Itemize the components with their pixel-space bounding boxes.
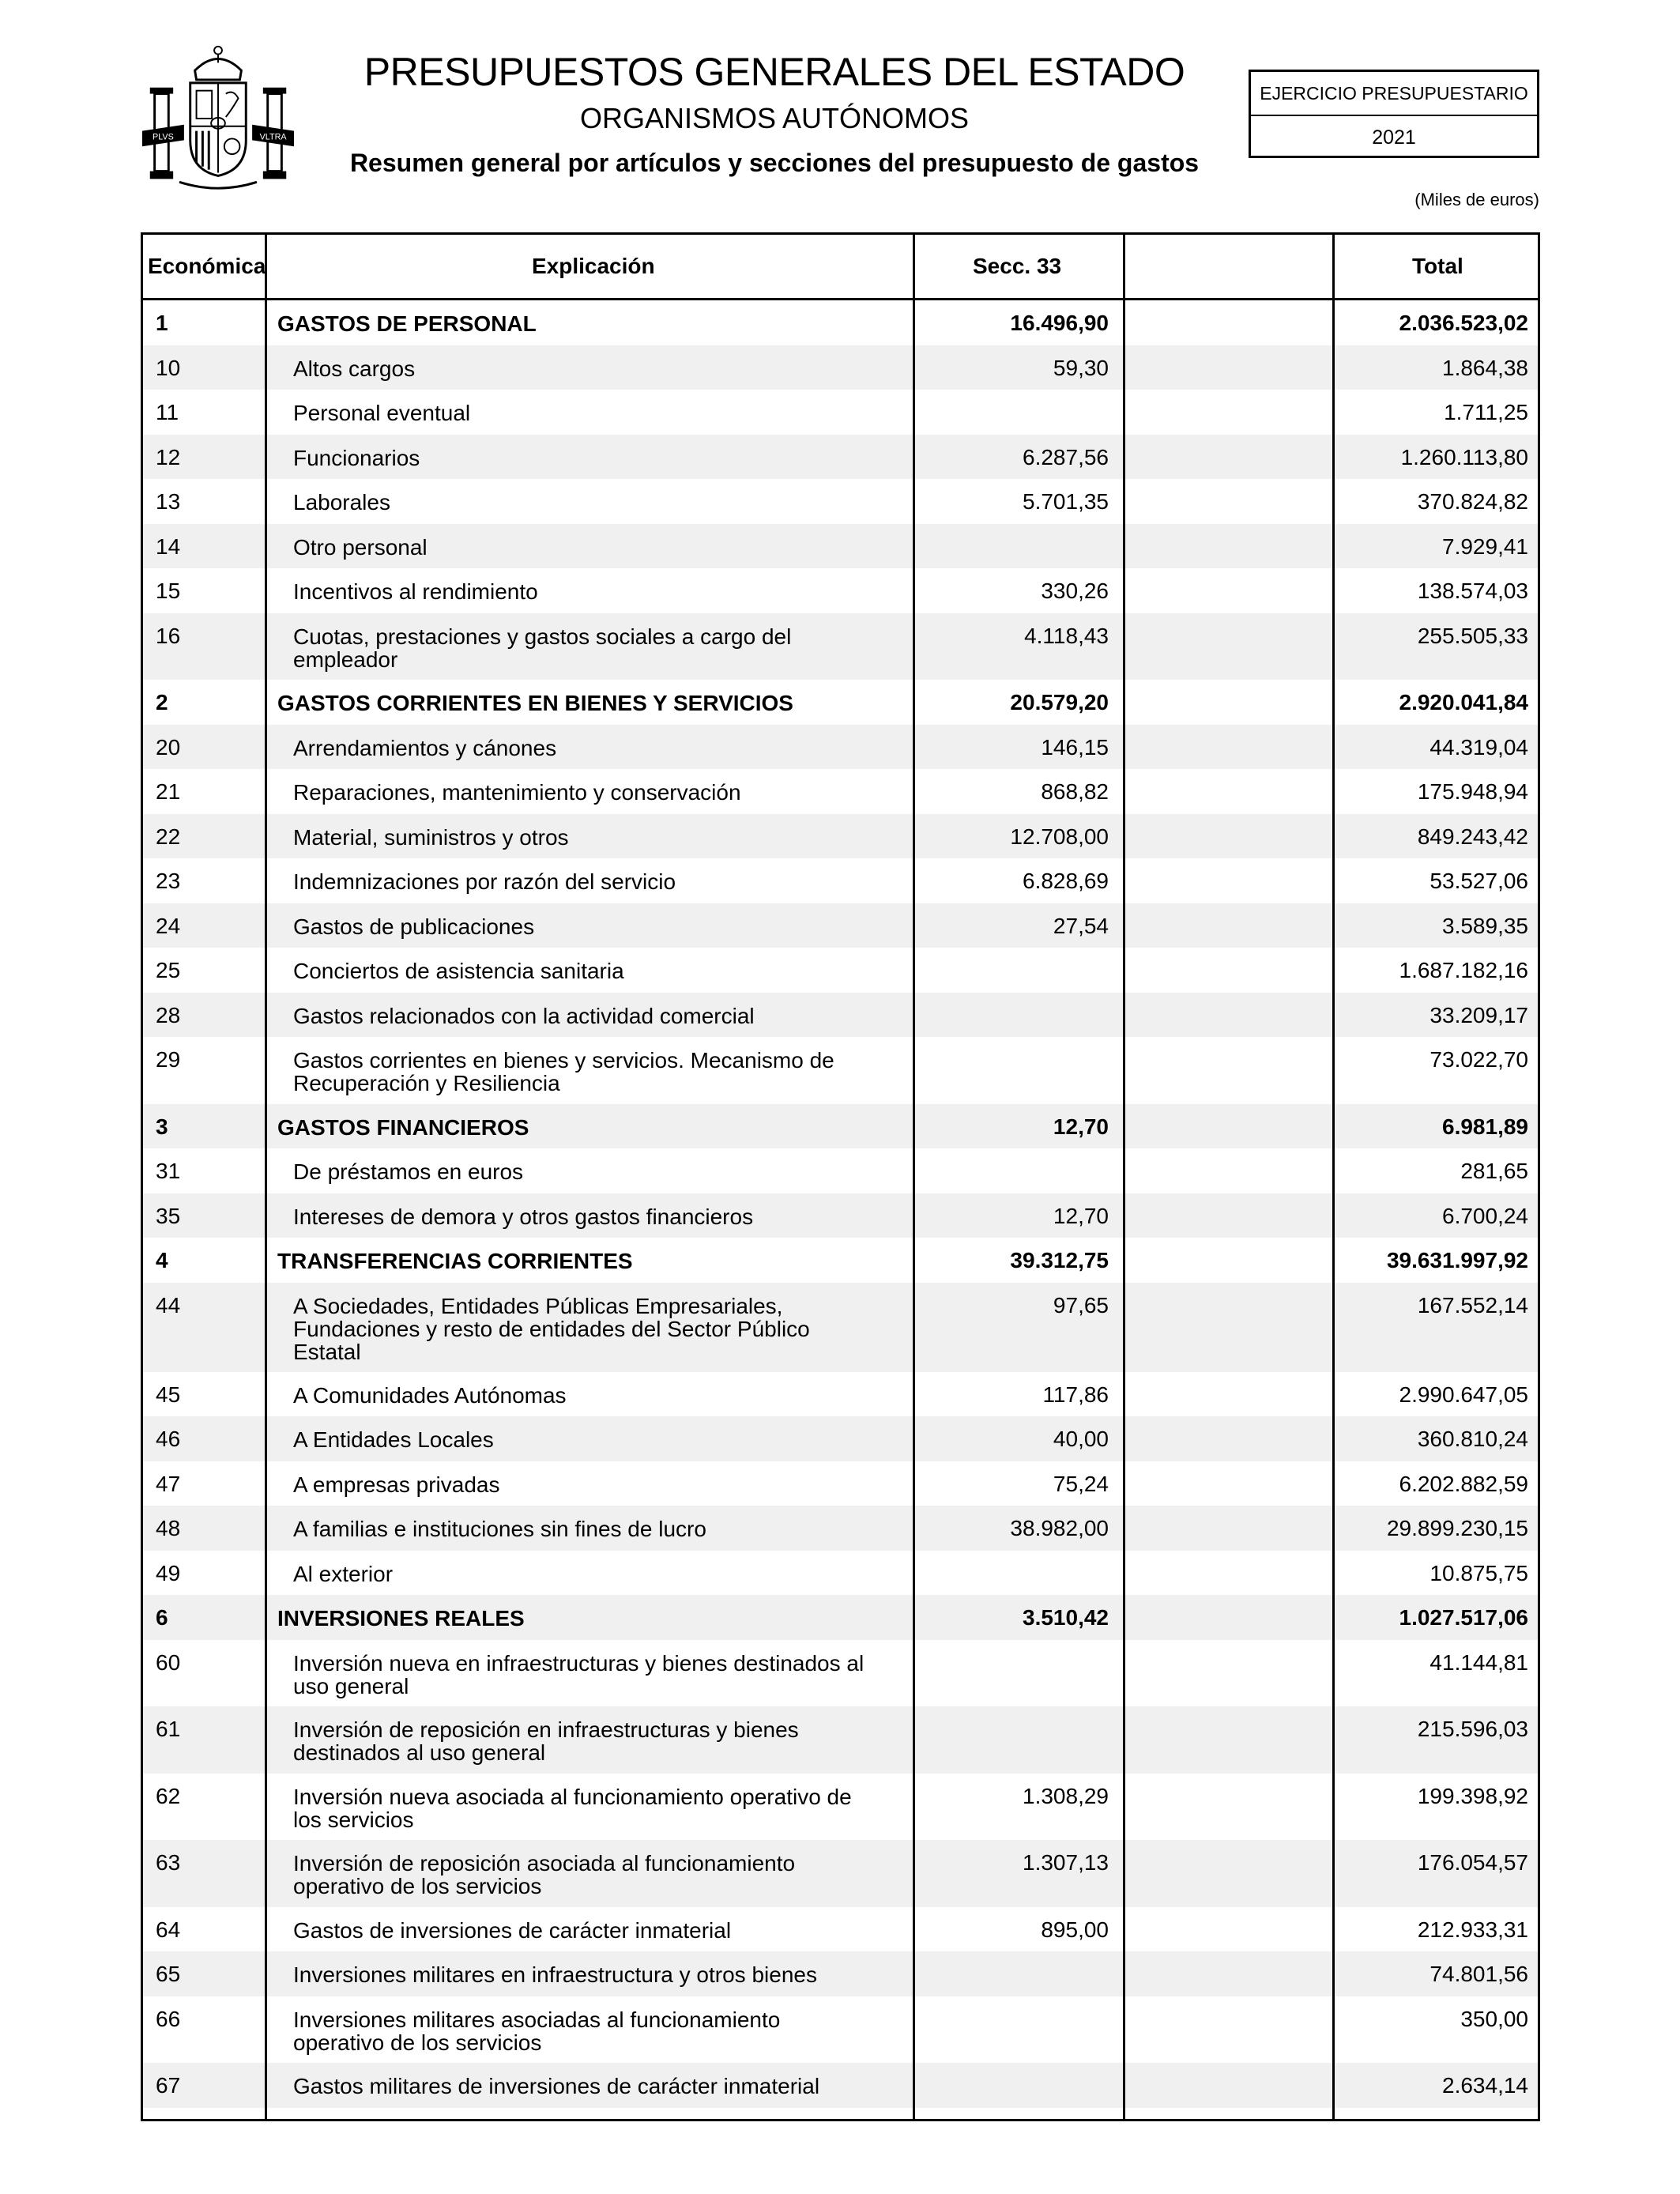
row-explanation: Gastos de publicaciones (293, 914, 535, 939)
row-code: 11 (156, 400, 179, 424)
row-code: 63 (156, 1850, 181, 1875)
row-explanation: GASTOS FINANCIEROS (277, 1114, 529, 1140)
row-code: 10 (156, 355, 181, 380)
document-header (348, 47, 1201, 180)
row-code: 21 (156, 779, 181, 804)
row-total-value: 3.589,35 (1442, 913, 1528, 938)
row-total-value: 2.920.041,84 (1399, 690, 1528, 714)
row-code: 61 (156, 1717, 181, 1741)
table-row (143, 1840, 1538, 1907)
row-explanation: Otro personal (293, 534, 428, 560)
row-total-value: 41.144,81 (1430, 1649, 1528, 1675)
row-total-value: 33.209,17 (1430, 1002, 1528, 1027)
col-header-secc33: Secc. 33 (973, 254, 1062, 278)
row-explanation: Intereses de demora y otros gastos financieros (293, 1204, 754, 1229)
table-row (143, 1193, 1538, 1238)
row-explanation: Arrendamientos y cánones (293, 735, 557, 760)
row-secc33-value: 868,82 (1041, 779, 1109, 804)
row-secc33-value: 75,24 (1053, 1471, 1109, 1496)
table-row (143, 858, 1538, 903)
row-code: 14 (156, 533, 181, 559)
row-code: 13 (156, 489, 181, 514)
row-secc33-value: 39.312,75 (1010, 1248, 1109, 1272)
row-total-value: 29.899.230,15 (1386, 1516, 1528, 1540)
row-code: 23 (156, 869, 181, 893)
row-total-value: 73.022,70 (1430, 1047, 1528, 1072)
row-explanation: Conciertos de asistencia sanitaria (293, 959, 624, 983)
row-secc33-value: 12,70 (1053, 1203, 1109, 1228)
table-row (143, 680, 1538, 725)
row-code: 2 (156, 690, 168, 714)
table-row (143, 300, 1538, 345)
row-secc33-value: 4.118,43 (1024, 623, 1109, 648)
table-row (143, 1506, 1538, 1551)
row-total-value: 74.801,56 (1430, 1962, 1528, 1986)
row-secc33-value: 16.496,90 (1010, 311, 1109, 335)
table-row (143, 1283, 1538, 1372)
row-explanation: De préstamos en euros (293, 1159, 524, 1184)
row-code: 12 (156, 444, 181, 469)
row-code: 35 (156, 1203, 181, 1228)
row-total-value: 281,65 (1460, 1159, 1528, 1183)
row-secc33-value: 895,00 (1041, 1917, 1109, 1942)
row-total-value: 6.202.882,59 (1399, 1471, 1528, 1496)
row-secc33-value: 6.287,56 (1023, 444, 1109, 469)
row-code: 64 (156, 1917, 181, 1942)
row-secc33-value: 20.579,20 (1010, 690, 1109, 714)
row-total-value: 10.875,75 (1430, 1560, 1528, 1585)
row-explanation: Gastos militares de inversiones de carácter inmaterial (293, 2074, 820, 2098)
col-header-economica: Económica (148, 254, 266, 278)
row-explanation: A familias e instituciones sin fines de lucro (293, 1517, 706, 1541)
row-total-value: 1.260.113,80 (1400, 444, 1528, 469)
row-explanation: Inversiones militares en infraestructura y otros bienes (293, 1962, 817, 1987)
row-code: 22 (156, 824, 181, 849)
table-row (143, 345, 1538, 390)
row-total-value: 6.700,24 (1442, 1203, 1528, 1228)
row-explanation: Funcionarios (293, 445, 420, 470)
row-code: 29 (156, 1047, 181, 1072)
table-row (143, 1706, 1538, 1774)
row-secc33-value: 38.982,00 (1010, 1516, 1109, 1540)
row-explanation: Inversión de reposición en infraestructuras y bienes destinados al uso general (293, 1717, 799, 1765)
row-secc33-value: 6.828,69 (1023, 869, 1109, 893)
row-secc33-value: 40,00 (1053, 1427, 1109, 1451)
units-note: (Miles de euros) (1414, 190, 1539, 209)
row-total-value: 167.552,14 (1417, 1292, 1528, 1318)
row-total-value: 53.527,06 (1430, 869, 1528, 893)
row-total-value: 2.036.523,02 (1399, 311, 1528, 335)
row-code: 49 (156, 1560, 181, 1585)
row-code: 24 (156, 913, 181, 938)
table-row (143, 1238, 1538, 1283)
row-explanation: A Sociedades, Entidades Públicas Empresariales, Fundaciones y resto de entidades del Sector Público Estatal (293, 1293, 810, 1364)
row-code: 15 (156, 579, 181, 603)
row-secc33-value: 59,30 (1053, 355, 1109, 380)
row-total-value: 255.505,33 (1417, 623, 1528, 648)
row-code: 46 (156, 1427, 181, 1451)
row-total-value: 370.824,82 (1417, 489, 1528, 514)
row-total-value: 1.864,38 (1442, 355, 1528, 380)
ejercicio-label: EJERCICIO PRESUPUESTARIO (1251, 72, 1537, 116)
row-code: 44 (156, 1292, 181, 1318)
row-explanation: Inversión de reposición asociada al funcionamiento operativo de los servicios (293, 1851, 796, 1898)
col-divider (1123, 235, 1125, 2119)
row-total-value: 2.990.647,05 (1399, 1382, 1528, 1407)
row-total-value: 1.711,25 (1444, 400, 1528, 424)
table-row (143, 524, 1538, 569)
row-explanation: Personal eventual (293, 401, 471, 425)
row-total-value: 39.631.997,92 (1386, 1248, 1528, 1272)
row-explanation: Gastos corrientes en bienes y servicios. Mecanismo de Recuperación y Resiliencia (293, 1048, 834, 1095)
table-row (143, 1148, 1538, 1193)
row-total-value: 215.596,03 (1417, 1717, 1528, 1741)
row-code: 6 (156, 1605, 168, 1630)
row-explanation: Laborales (293, 490, 390, 515)
row-code: 66 (156, 2006, 181, 2031)
row-code: 47 (156, 1471, 181, 1496)
table-row (143, 613, 1538, 680)
coat-motto-right: VLTRA (259, 132, 287, 142)
table-row (143, 479, 1538, 524)
row-total-value: 1.687.182,16 (1399, 958, 1528, 982)
row-total-value: 1.027.517,06 (1399, 1605, 1528, 1630)
table-row (143, 903, 1538, 948)
row-explanation: Inversiones militares asociadas al funcionamiento operativo de los servicios (293, 2007, 781, 2055)
table-row (143, 948, 1538, 993)
row-code: 67 (156, 2073, 181, 2098)
table-body (143, 300, 1538, 2108)
row-code: 48 (156, 1516, 181, 1540)
table-row (143, 1551, 1538, 1596)
row-total-value: 176.054,57 (1417, 1850, 1528, 1875)
row-explanation: A Entidades Locales (293, 1427, 494, 1452)
row-total-value: 44.319,04 (1430, 734, 1528, 760)
table-row (143, 2063, 1538, 2108)
table-row (143, 390, 1538, 435)
table-header (143, 235, 1538, 300)
row-explanation: Inversión nueva asociada al funcionamiento operativo de los servicios (293, 1784, 852, 1832)
row-code: 16 (156, 623, 181, 648)
row-explanation: INVERSIONES REALES (277, 1606, 525, 1630)
row-code: 62 (156, 1783, 181, 1808)
table-row (143, 568, 1538, 613)
row-total-value: 7.929,41 (1442, 533, 1528, 559)
col-header-explicacion: Explicación (532, 254, 655, 278)
row-explanation: Incentivos al rendimiento (293, 579, 538, 604)
row-code: 25 (156, 958, 181, 982)
col-divider (265, 235, 267, 2119)
row-total-value: 350,00 (1460, 2006, 1528, 2031)
coat-motto-left: PLVS (153, 132, 174, 142)
row-explanation: Cuotas, prestaciones y gastos sociales a cargo del empleador (293, 624, 792, 672)
col-divider (1332, 235, 1335, 2119)
row-secc33-value: 27,54 (1053, 913, 1109, 938)
row-explanation: GASTOS CORRIENTES EN BIENES Y SERVICIOS (277, 691, 793, 715)
row-code: 20 (156, 734, 181, 760)
row-secc33-value: 330,26 (1041, 579, 1109, 603)
row-explanation: Al exterior (293, 1561, 394, 1586)
row-secc33-value: 97,65 (1053, 1292, 1109, 1318)
row-code: 60 (156, 1649, 181, 1675)
table-row (143, 1037, 1538, 1104)
table-row (143, 1104, 1538, 1149)
row-code: 45 (156, 1382, 181, 1407)
table-row (143, 435, 1538, 480)
table-row (143, 1907, 1538, 1952)
table-row (143, 1996, 1538, 2064)
row-explanation: A empresas privadas (293, 1472, 500, 1497)
row-total-value: 175.948,94 (1417, 779, 1528, 804)
table-row (143, 1372, 1538, 1417)
table-row (143, 1416, 1538, 1461)
row-explanation: Reparaciones, mantenimiento y conservación (293, 780, 741, 805)
row-total-value: 199.398,92 (1417, 1783, 1528, 1808)
row-explanation: Gastos relacionados con la actividad comercial (293, 1003, 755, 1028)
row-secc33-value: 12.708,00 (1010, 824, 1109, 849)
row-total-value: 6.981,89 (1442, 1114, 1528, 1139)
row-total-value: 849.243,42 (1417, 824, 1528, 849)
coat-of-arms-icon (141, 40, 296, 194)
row-code: 1 (156, 311, 168, 335)
table-row (143, 1774, 1538, 1841)
row-secc33-value: 117,86 (1042, 1382, 1109, 1407)
table-row (143, 1640, 1538, 1707)
ejercicio-year: 2021 (1372, 126, 1416, 149)
row-total-value: 360.810,24 (1417, 1427, 1528, 1451)
col-divider (913, 235, 915, 2119)
row-explanation: Material, suministros y otros (293, 824, 569, 850)
row-secc33-value: 12,70 (1053, 1114, 1109, 1139)
table-row (143, 814, 1538, 859)
budget-table (141, 232, 1540, 2121)
row-explanation: Gastos de inversiones de carácter inmaterial (293, 1917, 732, 1943)
row-explanation: Altos cargos (293, 356, 416, 381)
table-row (143, 1595, 1538, 1640)
row-explanation: GASTOS DE PERSONAL (277, 311, 537, 336)
row-explanation: A Comunidades Autónomas (293, 1382, 567, 1408)
table-row (143, 769, 1538, 814)
row-secc33-value: 5.701,35 (1023, 489, 1109, 514)
document-subtitle: ORGANISMOS AUTÓNOMOS (579, 102, 970, 134)
row-code: 3 (156, 1114, 168, 1139)
table-row (143, 725, 1538, 770)
ejercicio-box (1249, 70, 1539, 158)
row-explanation: Indemnizaciones por razón del servicio (293, 869, 676, 894)
row-total-value: 138.574,03 (1417, 579, 1528, 603)
row-secc33-value: 146,15 (1041, 734, 1109, 760)
document-title: PRESUPUESTOS GENERALES DEL ESTADO (363, 50, 1185, 94)
document-description: Resumen general por artículos y secciones del presupuesto de gastos (349, 149, 1200, 177)
table-row (143, 1951, 1538, 1996)
row-code: 4 (156, 1248, 168, 1272)
row-explanation: Inversión nueva en infraestructuras y bienes destinados al uso general (293, 1650, 864, 1698)
col-header-total: Total (1412, 254, 1463, 278)
row-secc33-value: 1.307,13 (1023, 1850, 1109, 1875)
table-row (143, 993, 1538, 1038)
row-code: 28 (156, 1002, 181, 1027)
row-secc33-value: 3.510,42 (1023, 1605, 1109, 1630)
row-secc33-value: 1.308,29 (1023, 1783, 1109, 1808)
row-code: 65 (156, 1962, 181, 1986)
row-total-value: 2.634,14 (1442, 2073, 1528, 2098)
row-code: 31 (156, 1159, 181, 1183)
table-row (143, 1461, 1538, 1506)
row-explanation: TRANSFERENCIAS CORRIENTES (277, 1249, 633, 1273)
row-total-value: 212.933,31 (1417, 1917, 1528, 1942)
